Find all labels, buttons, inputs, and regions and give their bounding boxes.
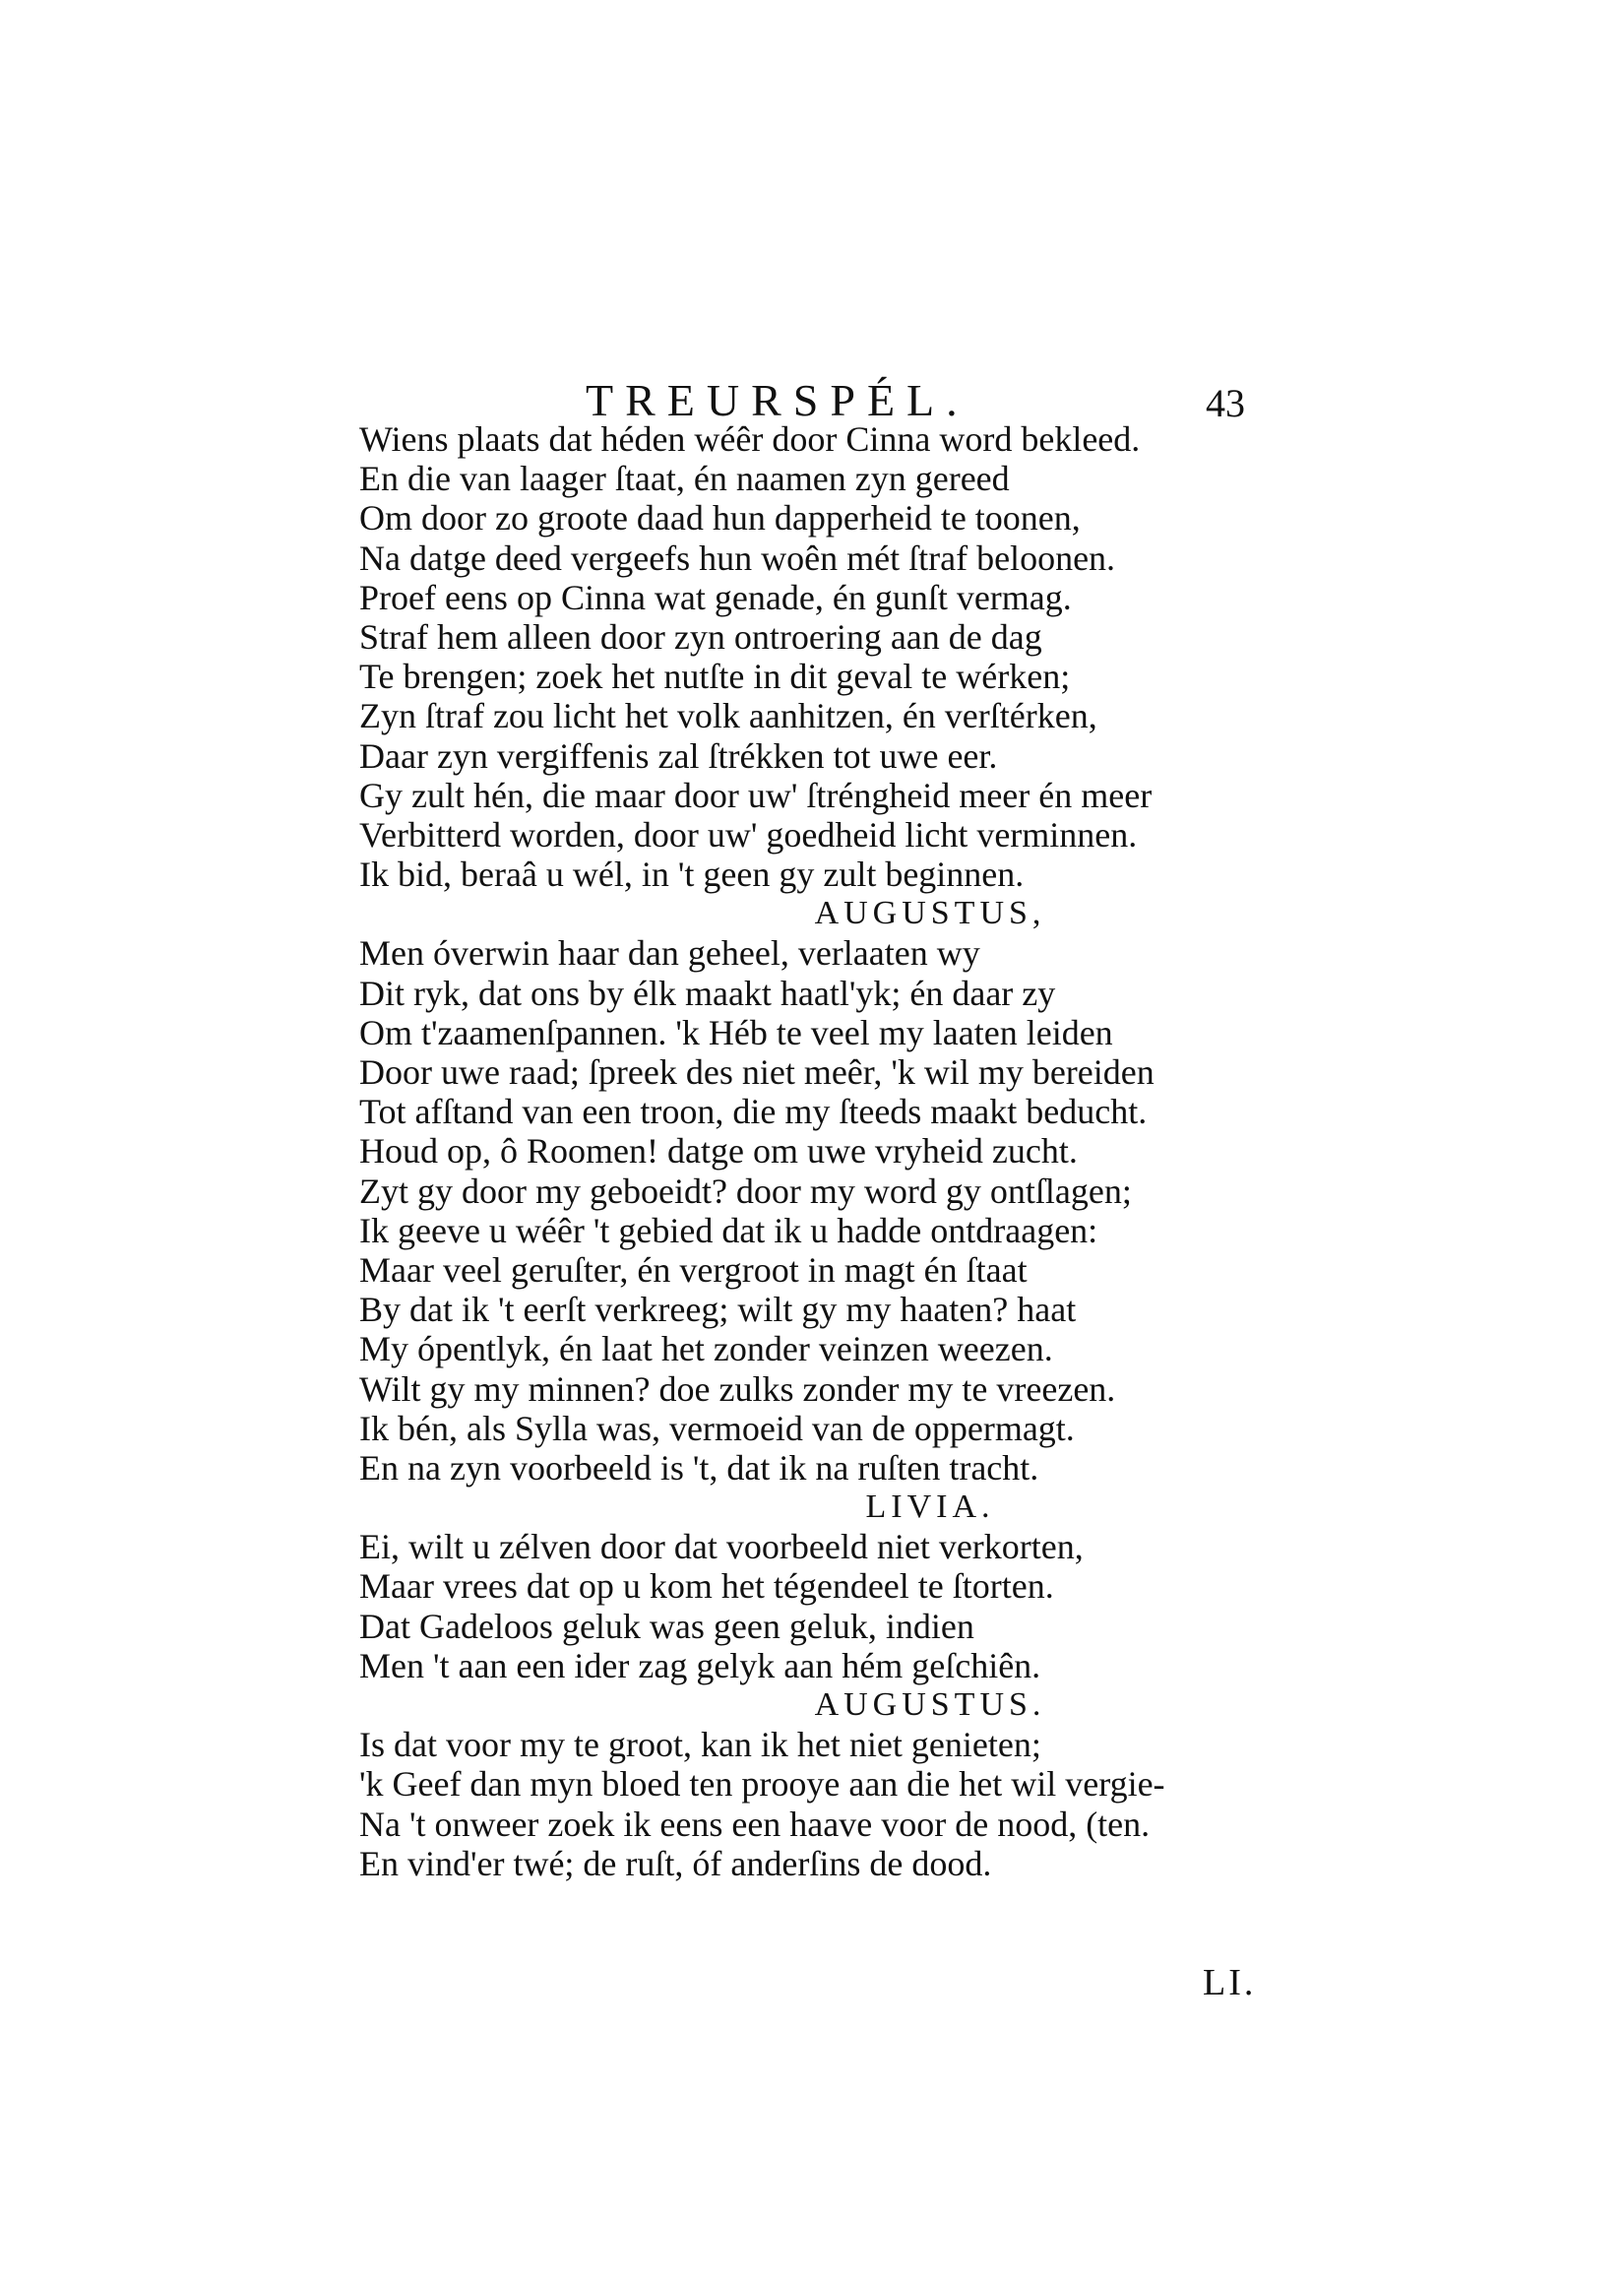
verse-line: Men óverwin haar dan geheel, verlaaten wy bbox=[359, 933, 980, 974]
verse-line: Te brengen; zoek het nutſte in dit geval te wérken; bbox=[359, 657, 1071, 697]
verse-text-block bbox=[359, 419, 1304, 1883]
speaker-name: LIVIA. bbox=[865, 1489, 995, 1526]
verse-line: Wiens plaats dat héden wéêr door Cinna word bekleed. bbox=[359, 419, 1141, 459]
verse-line: Zyn ſtraf zou licht het volk aanhitzen, én verſtérken, bbox=[359, 696, 1097, 736]
verse-line: Door uwe raad; ſpreek des niet meêr, 'k wil my bereiden bbox=[359, 1052, 1155, 1092]
verse-line: Om t'zaamenſpannen. 'k Héb te veel my laaten leiden bbox=[359, 1012, 1113, 1052]
verse-line: Men 't aan een ider zag gelyk aan hém geſchiên. bbox=[359, 1645, 1041, 1685]
verse-line: Na 't onweer zoek ik eens een haave voor de nood, (ten. bbox=[359, 1804, 1151, 1844]
verse-line: Dit ryk, dat ons by élk maakt haatl'yk; én daar zy bbox=[359, 973, 1056, 1013]
verse-line: Na datge deed vergeefs hun woên mét ſtraf beloonen. bbox=[359, 538, 1116, 578]
verse-line: Maar vrees dat op u kom het tégendeel te ſtorten. bbox=[359, 1566, 1054, 1607]
verse-line: Ei, wilt u zélven door dat voorbeeld niet verkorten, bbox=[359, 1527, 1084, 1567]
verse-line: By dat ik 't eerſt verkreeg; wilt gy my haaten? haat bbox=[359, 1290, 1077, 1330]
verse-line: Tot afſtand van een troon, die my ſteeds maakt beducht. bbox=[359, 1092, 1148, 1132]
verse-line: Ik geeve u wéêr 't gebied dat ik u hadde ontdraagen: bbox=[359, 1210, 1098, 1250]
verse-line: Wilt gy my minnen? doe zulks zonder my te vreezen. bbox=[359, 1368, 1116, 1409]
page-number: 43 bbox=[1206, 381, 1245, 425]
verse-line: Verbitterd worden, door uw' goedheid licht verminnen. bbox=[359, 814, 1138, 855]
verse-line: En na zyn voorbeeld is 't, dat ik na ruſten tracht. bbox=[359, 1447, 1039, 1488]
verse-line: Ik bid, beraâ u wél, in 't geen gy zult beginnen. bbox=[359, 855, 1025, 895]
verse-line: Zyt gy door my geboeidt? door my word gy ontſlagen; bbox=[359, 1171, 1132, 1211]
catchword: LI. bbox=[1203, 1962, 1257, 2003]
speaker-name: AUGUSTUS, bbox=[814, 895, 1046, 932]
verse-line: 'k Geef dan myn bloed ten prooye aan die het wil vergie- bbox=[359, 1764, 1165, 1805]
verse-line: Houd op, ô Roomen! datge om uwe vryheid zucht. bbox=[359, 1131, 1078, 1172]
verse-line: Proef eens op Cinna wat genade, én gunſt vermag. bbox=[359, 577, 1072, 617]
verse-line: Dat Gadeloos geluk was geen geluk, indien bbox=[359, 1606, 974, 1646]
verse-line: My ópentlyk, én laat het zonder veinzen weezen. bbox=[359, 1329, 1053, 1369]
verse-line: Gy zult hén, die maar door uw' ſtréngheid meer én meer bbox=[359, 775, 1153, 815]
verse-line: Om door zo groote daad hun dapperheid te toonen, bbox=[359, 498, 1081, 539]
verse-line: Straf hem alleen door zyn ontroering aan de dag bbox=[359, 616, 1042, 657]
speaker-name: AUGUSTUS. bbox=[814, 1686, 1046, 1723]
verse-line: Is dat voor my te groot, kan ik het niet genieten; bbox=[359, 1725, 1041, 1765]
verse-line: Maar veel geruſter, én vergroot in magt én ſtaat bbox=[359, 1249, 1028, 1290]
verse-line: Daar zyn vergiffenis zal ſtrékken tot uwe eer. bbox=[359, 735, 998, 776]
verse-line: Ik bén, als Sylla was, vermoeid van de oppermagt. bbox=[359, 1408, 1075, 1448]
verse-line: En vind'er twé; de ruſt, óf anderſins de dood. bbox=[359, 1843, 992, 1883]
running-title: TREURSPÉL. bbox=[586, 375, 969, 425]
verse-line: En die van laager ſtaat, én naamen zyn gereed bbox=[359, 459, 1010, 499]
